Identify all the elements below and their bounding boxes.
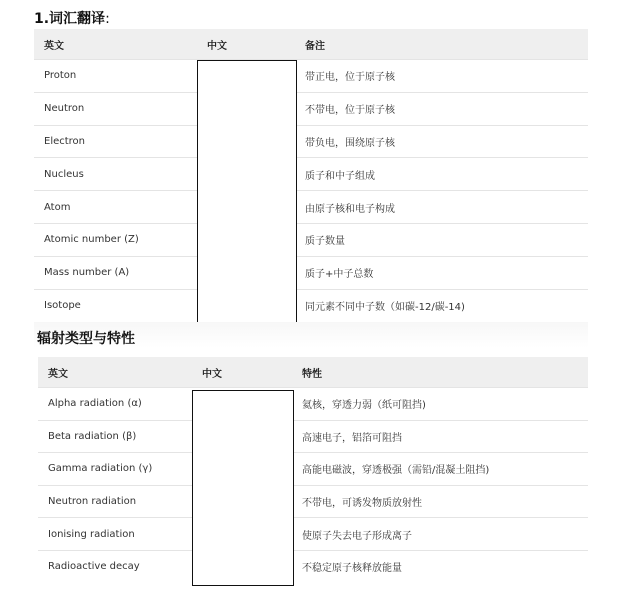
section1-title-text: 1.词汇翻译	[34, 11, 106, 27]
note-text: 带负电，围绕原子核	[295, 125, 588, 158]
note-text: 质子数量	[295, 223, 588, 256]
section1-title	[34, 8, 110, 28]
vocab-table	[34, 29, 588, 321]
table-row	[34, 191, 588, 224]
table-row	[38, 388, 588, 421]
header-note: 备注	[295, 29, 588, 60]
english-term: Electron	[34, 125, 197, 158]
english-term: Radioactive decay	[38, 550, 192, 582]
table-row	[38, 453, 588, 486]
property-text: 氦核，穿透力弱（纸可阻挡)	[292, 388, 588, 421]
header-chinese: 中文	[192, 357, 292, 388]
english-term: Neutron	[34, 92, 197, 125]
property-text: 高速电子，铝箔可阻挡	[292, 420, 588, 453]
table-row	[38, 420, 588, 453]
english-term: Gamma radiation (γ)	[38, 453, 192, 486]
table-row	[34, 125, 588, 158]
section1-title-colon: :	[105, 11, 110, 27]
table-row	[34, 92, 588, 125]
english-term: Alpha radiation (α)	[38, 388, 192, 421]
header-english: 英文	[38, 357, 192, 388]
english-term: Atomic number (Z)	[34, 223, 197, 256]
radiation-table	[38, 357, 588, 583]
english-term: Neutron radiation	[38, 485, 192, 518]
answer-blank-box[interactable]	[197, 60, 297, 323]
header-chinese: 中文	[197, 29, 295, 60]
note-text: 带正电，位于原子核	[295, 60, 588, 93]
table-row	[38, 485, 588, 518]
property-text: 使原子失去电子形成离子	[292, 518, 588, 551]
note-text: 由原子核和电子构成	[295, 191, 588, 224]
english-term: Ionising radiation	[38, 518, 192, 551]
table-row	[34, 289, 588, 321]
header-property: 特性	[292, 357, 588, 388]
english-term: Nucleus	[34, 158, 197, 191]
table-row	[38, 518, 588, 551]
answer-blank-box[interactable]	[192, 390, 294, 586]
english-term: Isotope	[34, 289, 197, 321]
note-text: 同元素不同中子数（如碳-12/碳-14)	[295, 289, 588, 321]
english-term: Beta radiation (β)	[38, 420, 192, 453]
vocab-table-header	[34, 29, 588, 60]
property-text: 高能电磁波，穿透极强（需铅/混凝土阻挡)	[292, 453, 588, 486]
english-term: Mass number (A)	[34, 256, 197, 289]
table-row	[34, 60, 588, 93]
table-row	[34, 158, 588, 191]
table-row	[34, 256, 588, 289]
note-text: 质子和中子组成	[295, 158, 588, 191]
radiation-table-header	[38, 357, 588, 388]
note-text: 不带电，位于原子核	[295, 92, 588, 125]
english-term: Atom	[34, 191, 197, 224]
property-text: 不稳定原子核释放能量	[292, 550, 588, 582]
english-term: Proton	[34, 60, 197, 93]
section2-title: 辐射类型与特性	[37, 331, 135, 347]
table-row	[38, 550, 588, 582]
table-row	[34, 223, 588, 256]
property-text: 不带电，可诱发物质放射性	[292, 485, 588, 518]
note-text: 质子+中子总数	[295, 256, 588, 289]
header-english: 英文	[34, 29, 197, 60]
